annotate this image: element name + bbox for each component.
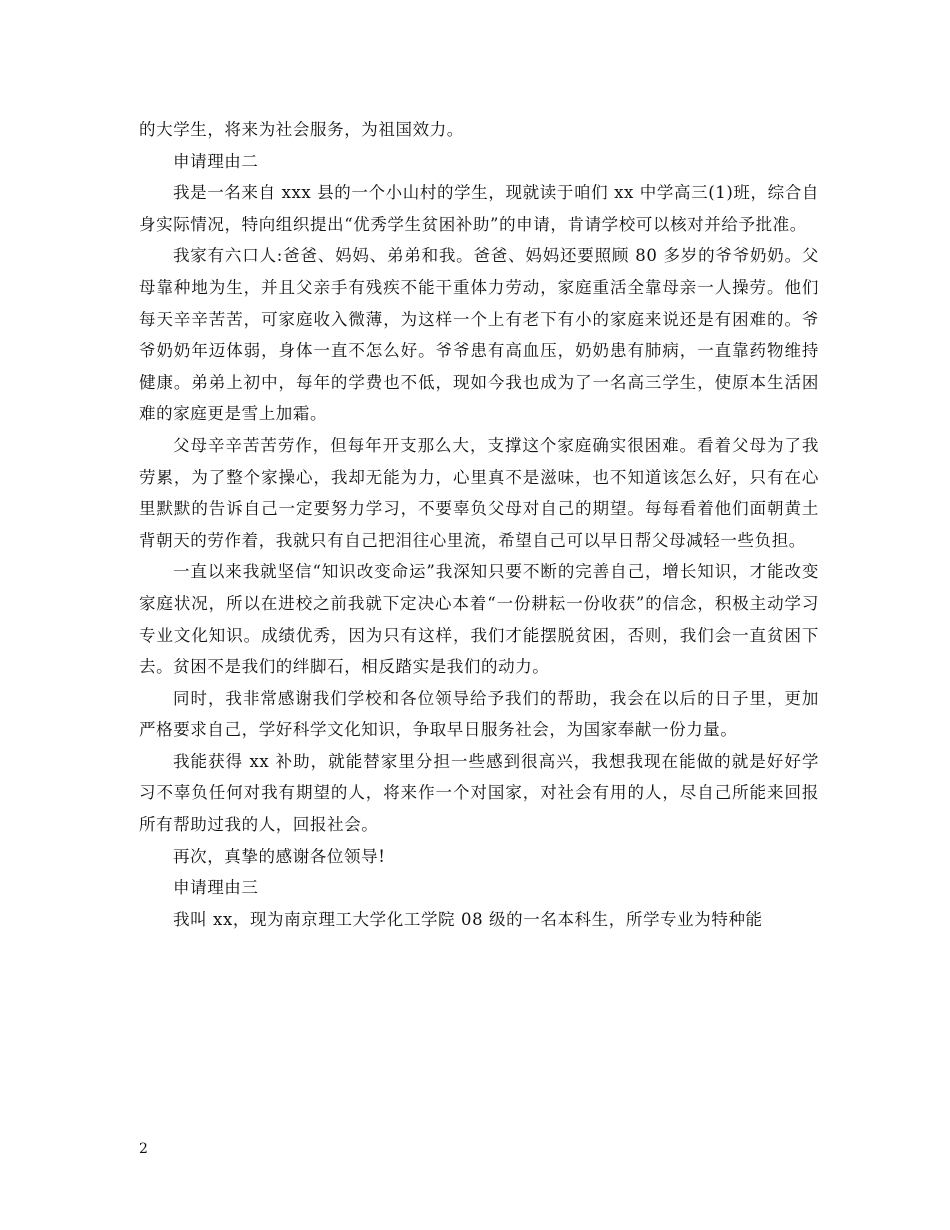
paragraph-4: 我家有六口人:爸爸、妈妈、弟弟和我。爸爸、妈妈还要照顾 80 多岁的爷爷奶奶。父母靠种地为生，并且父亲手有残疾不能干重体力劳动，家庭重活全靠母亲一人操劳。他们每天辛辛苦苦，可家庭收入微薄，为这样一个上有老下有小的家庭来说还是有困难的。爷爷奶奶年迈体弱，身体一直不怎么好。爷爷患有高血压，奶奶患有肺病，一直靠药物维持健康。弟弟上初中，每年的学费也不低，现如今我也成为了一名高三学生，使原本生活困难的家庭更是雪上加霜。	[139, 246, 819, 424]
paragraph-7: 同时，我非常感谢我们学校和各位领导给予我们的帮助，我会在以后的日子里，更加严格要求自己，学好科学文化知识，争取早日服务社会，为国家奉献一份力量。	[139, 688, 819, 740]
section-heading-reason-2: 申请理由二	[173, 151, 259, 171]
page-number: 2	[139, 1141, 148, 1157]
paragraph-5: 父母辛辛苦苦劳作，但每年开支那么大，支撑这个家庭确实很困难。看着父母为了我劳累，为了整个家操心，我却无能为力，心里真不是滋味，也不知道该怎么好，只有在心里默默的告诉自己一定要努力学习，不要辜负父母对自己的期望。每每看着他们面朝黄土背朝天的劳作着，我就只有自己把泪往心里流，希望自己可以早日帮父母减轻一些负担。	[139, 435, 819, 550]
paragraph-1: 的大学生，将来为社会服务，为祖国效力。	[139, 120, 464, 139]
document-body	[139, 114, 819, 935]
paragraph-9: 再次，真挚的感谢各位领导!	[173, 846, 386, 866]
paragraph-11: 我叫 xx，现为南京理工大学化工学院 08 级的一名本科生，所学专业为特种能	[173, 909, 763, 929]
paragraph-8: 我能获得 xx 补助，就能替家里分担一些感到很高兴，我想我现在能做的就是好好学习不辜负任何对我有期望的人，将来作一个对国家，对社会有用的人，尽自己所能来回报所有帮助过我的人，回报社会。	[139, 751, 819, 835]
paragraph-6: 一直以来我就坚信“知识改变命运”我深知只要不断的完善自己，增长知识，才能改变家庭状况，所以在进校之前我就下定决心本着“一份耕耘一份收获”的信念，积极主动学习专业文化知识。成绩优秀，因为只有这样，我们才能摆脱贫困，否则，我们会一直贫困下去。贫困不是我们的绊脚石，相反踏实是我们的动力。	[139, 562, 819, 677]
section-heading-reason-3: 申请理由三	[173, 878, 259, 898]
paragraph-3: 我是一名来自 xxx 县的一个小山村的学生，现就读于咱们 xx 中学高三(1)班，综合自身实际情况，特向组织提出“优秀学生贫困补助”的申请，肯请学校可以核对并给予批准。	[139, 183, 819, 234]
